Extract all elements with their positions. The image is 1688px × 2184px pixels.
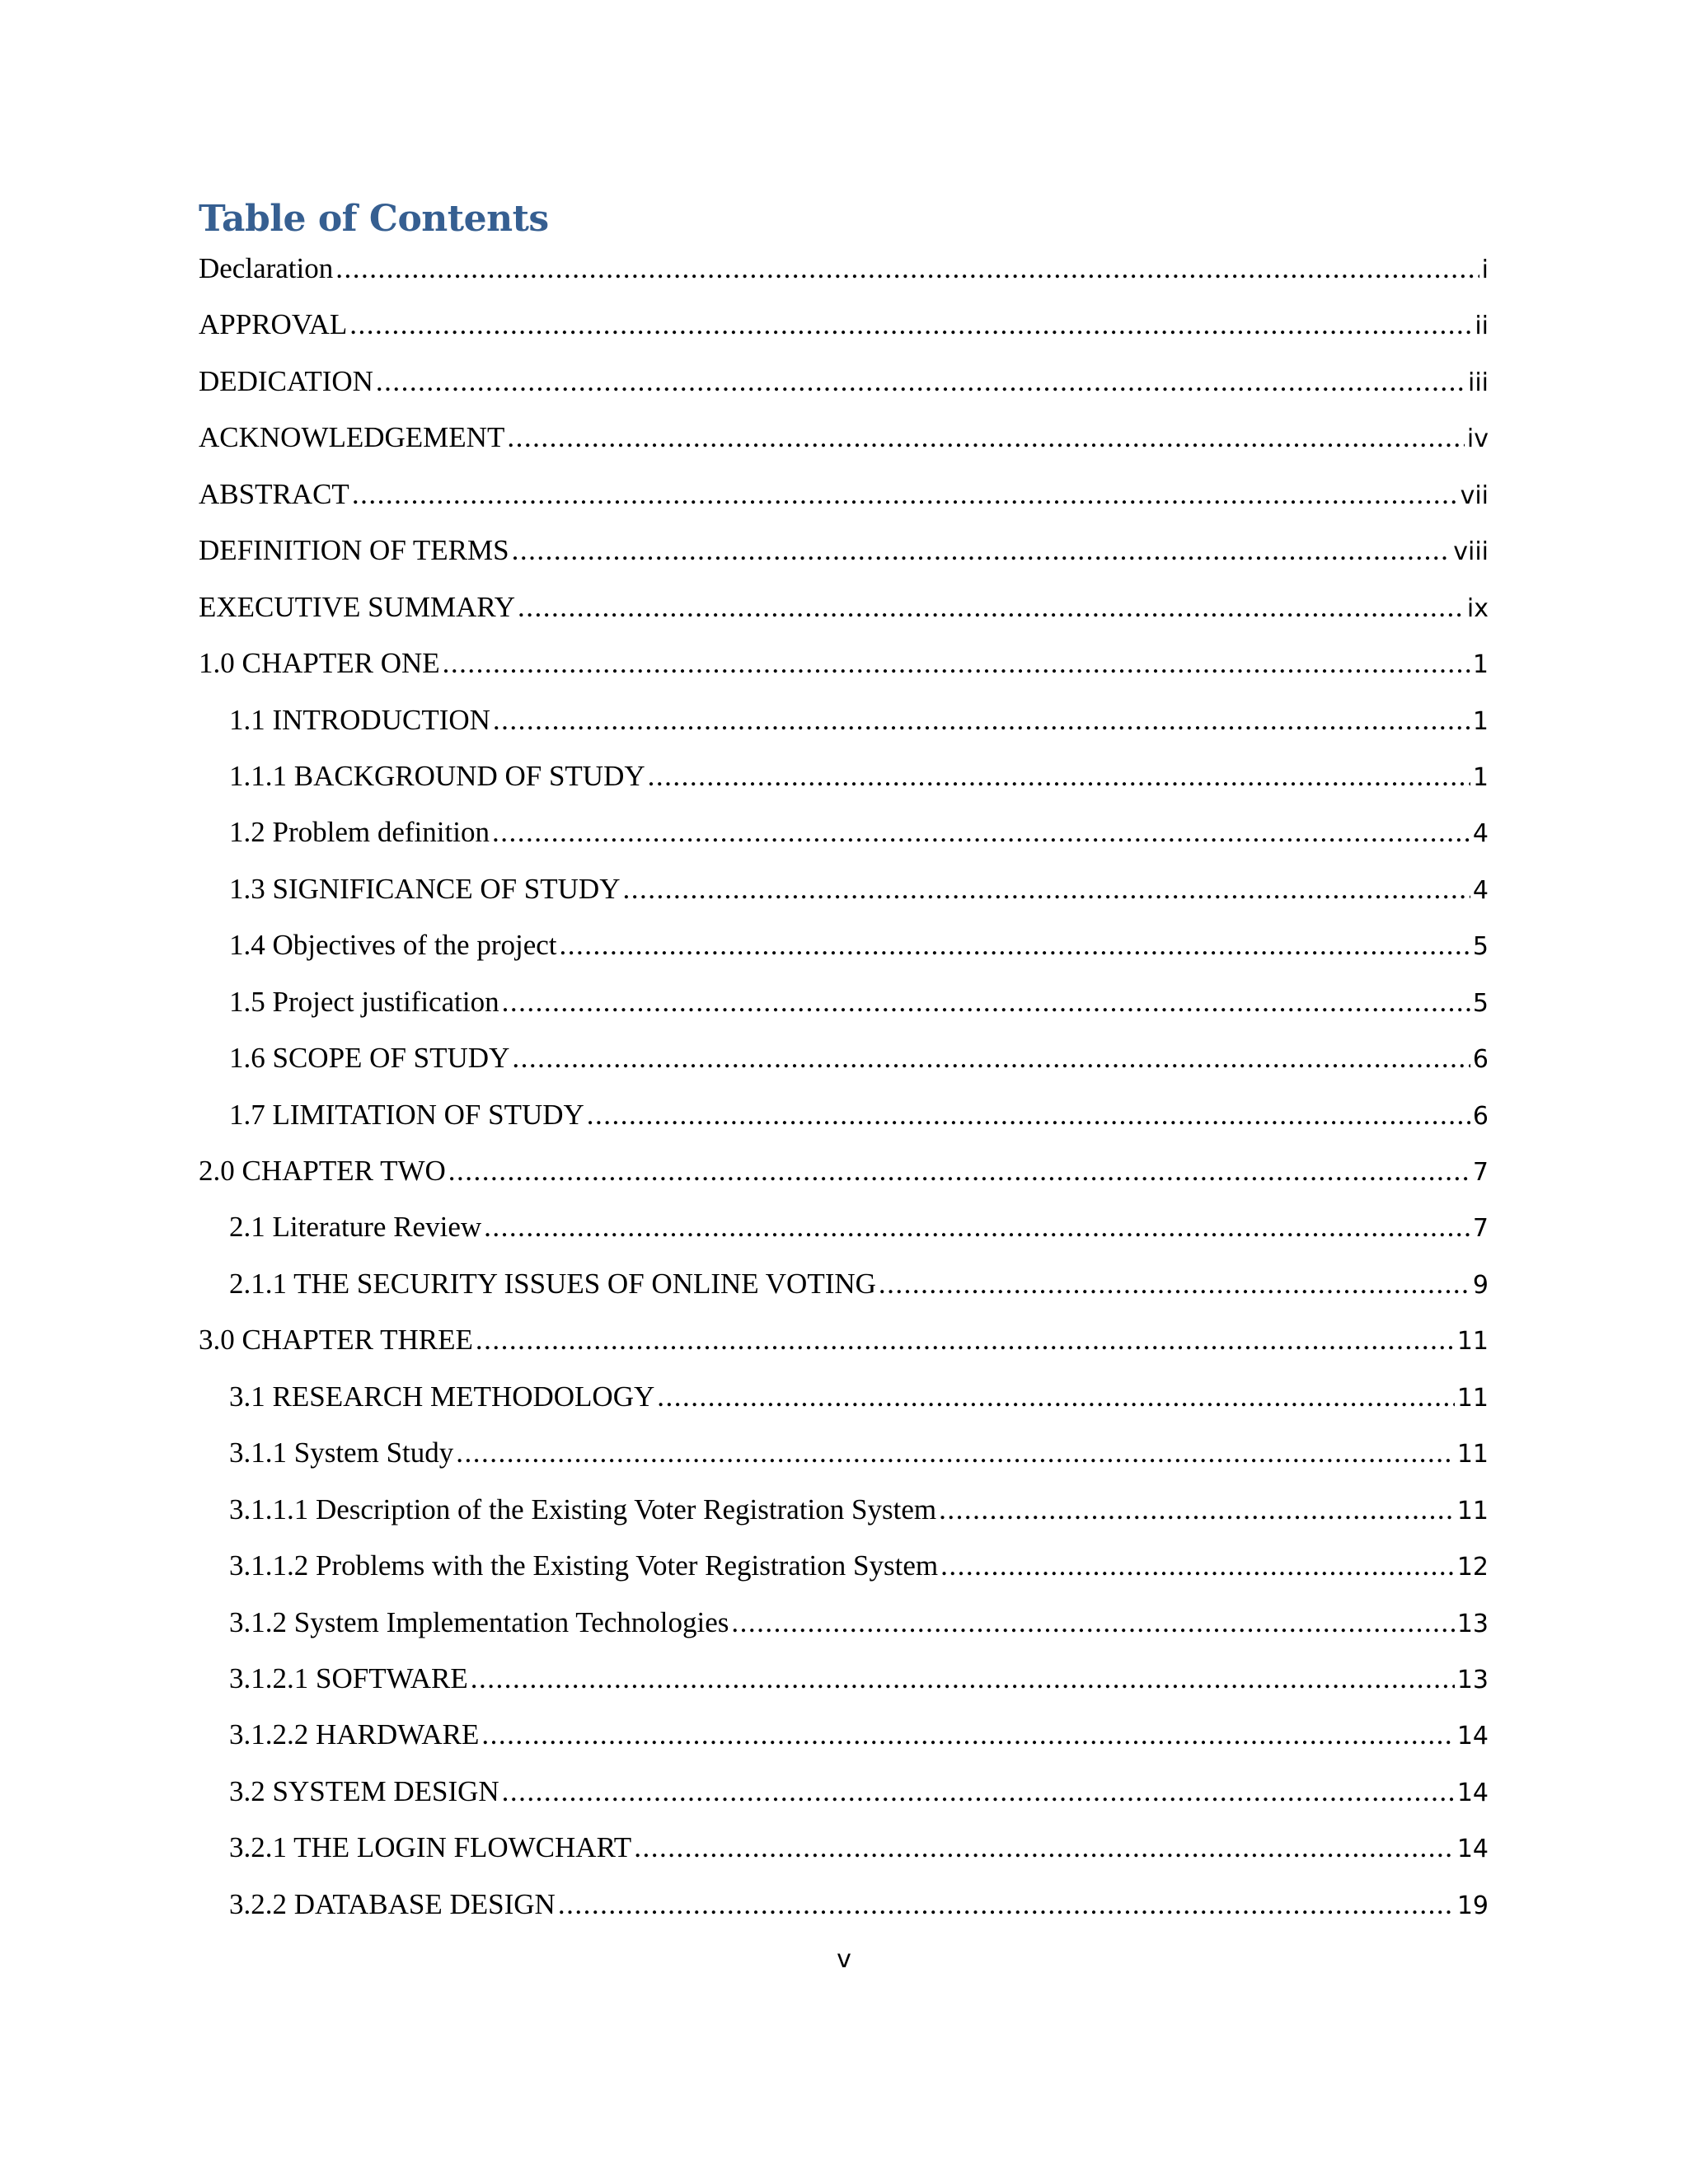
toc-dot-leader: [587, 1099, 1470, 1132]
toc-entry-page: viii: [1453, 537, 1489, 567]
toc-entry-page: 5: [1472, 988, 1489, 1018]
toc-heading: Table of Contents: [199, 198, 549, 240]
toc-dot-leader: [657, 1380, 1455, 1413]
toc-dot-leader: [352, 478, 1458, 511]
toc-entry[interactable]: [199, 473, 1489, 529]
toc-dot-leader: [335, 252, 1479, 285]
toc-dot-leader: [492, 816, 1470, 849]
toc-dot-leader: [507, 421, 1465, 454]
toc-entry[interactable]: [199, 868, 1489, 924]
toc-entry[interactable]: [199, 1883, 1489, 1939]
toc-entry-label: 3.1.1.1 Description of the Existing Voter Registration System: [229, 1493, 937, 1526]
toc-entry-page: 4: [1472, 819, 1489, 849]
toc-entry[interactable]: [199, 1263, 1489, 1319]
toc-dot-leader: [502, 1775, 1455, 1808]
page-number: v: [837, 1945, 851, 1974]
toc-dot-leader: [456, 1436, 1455, 1469]
toc-entry-label: 1.2 Problem definition: [229, 816, 490, 849]
toc-dot-leader: [471, 1662, 1455, 1695]
toc-entry-label: 1.6 SCOPE OF STUDY: [229, 1042, 510, 1075]
toc-entry-page: iv: [1466, 424, 1489, 454]
toc-entry[interactable]: [199, 416, 1489, 472]
toc-entry-page: 19: [1456, 1891, 1489, 1920]
toc-entry[interactable]: [199, 1037, 1489, 1093]
toc-dot-leader: [512, 534, 1451, 567]
toc-entry-label: 2.0 CHAPTER TWO: [199, 1155, 446, 1187]
toc-entry[interactable]: [199, 360, 1489, 416]
toc-entry-page: ix: [1466, 593, 1489, 623]
toc-entry-page: vii: [1460, 480, 1489, 510]
toc-dot-leader: [518, 591, 1465, 624]
toc-entry[interactable]: [199, 811, 1489, 867]
toc-dot-leader: [879, 1268, 1470, 1301]
toc-entry-label: ACKNOWLEDGEMENT: [199, 421, 505, 454]
toc-entry-label: 1.1 INTRODUCTION: [229, 703, 490, 736]
toc-entry-page: 14: [1456, 1778, 1489, 1807]
toc-dot-leader: [493, 704, 1470, 737]
toc-entry-page: 11: [1456, 1496, 1489, 1526]
toc-entry-label: 3.1.2.2 HARDWARE: [229, 1718, 480, 1751]
toc-entry[interactable]: [199, 586, 1489, 642]
toc-dot-leader: [939, 1493, 1455, 1526]
toc-dot-leader: [502, 986, 1470, 1019]
toc-entry-page: 7: [1472, 1214, 1489, 1244]
toc-dot-leader: [349, 308, 1472, 341]
toc-entry-label: 3.1.2.1 SOFTWARE: [229, 1661, 468, 1694]
toc-entry-label: 3.2 SYSTEM DESIGN: [229, 1774, 499, 1807]
toc-dot-leader: [448, 1155, 1470, 1188]
toc-entry-page: 11: [1456, 1383, 1489, 1413]
toc-entry-page: 5: [1472, 932, 1489, 962]
toc-dot-leader: [481, 1718, 1454, 1751]
toc-entry-page: 11: [1456, 1440, 1489, 1469]
toc-entry[interactable]: [199, 755, 1489, 811]
toc-entry[interactable]: [199, 1488, 1489, 1544]
toc-dot-leader: [476, 1324, 1455, 1357]
toc-entry-page: i: [1481, 255, 1489, 284]
toc-entry-label: 1.4 Objectives of the project: [229, 929, 557, 962]
toc-entry-page: 14: [1456, 1835, 1489, 1864]
toc-entry-label: APPROVAL: [199, 308, 348, 341]
toc-entry-page: 14: [1456, 1722, 1489, 1751]
toc-entry-label: Declaration: [199, 252, 334, 284]
toc-entry-label: 3.2.2 DATABASE DESIGN: [229, 1887, 556, 1920]
toc-entry-page: 9: [1472, 1270, 1489, 1300]
toc-entry[interactable]: [199, 1206, 1489, 1262]
toc-entry-label: 3.1.2 System Implementation Technologies: [229, 1605, 729, 1638]
toc-entry[interactable]: [199, 303, 1489, 359]
toc-entry-label: 1.1.1 BACKGROUND OF STUDY: [229, 759, 645, 792]
toc-entry-label: 3.1.1.2 Problems with the Existing Voter Registration System: [229, 1549, 939, 1582]
toc-entry[interactable]: [199, 1826, 1489, 1882]
toc-dot-leader: [622, 873, 1470, 906]
toc-entry-label: 2.1.1 THE SECURITY ISSUES OF ONLINE VOTING: [229, 1267, 876, 1300]
toc-entry[interactable]: [199, 529, 1489, 585]
toc-dot-leader: [512, 1042, 1470, 1075]
toc-dot-leader: [443, 647, 1470, 680]
toc-entry[interactable]: [199, 642, 1489, 698]
toc-entry-page: ii: [1475, 312, 1489, 341]
toc-entry[interactable]: [199, 247, 1489, 303]
toc-entry-page: 13: [1456, 1609, 1489, 1638]
toc-entry-label: 2.1 Literature Review: [229, 1211, 482, 1244]
toc-entry-page: 11: [1456, 1327, 1489, 1357]
toc-dot-leader: [560, 929, 1470, 962]
toc-entry[interactable]: [199, 1657, 1489, 1713]
toc-dot-leader: [558, 1888, 1455, 1921]
toc-dot-leader: [731, 1606, 1454, 1639]
toc-dot-leader: [940, 1549, 1455, 1582]
toc-entry-label: 3.1 RESEARCH METHODOLOGY: [229, 1380, 655, 1413]
toc-entry[interactable]: [199, 699, 1489, 755]
toc-entry[interactable]: [199, 1601, 1489, 1657]
toc-entry[interactable]: [199, 1713, 1489, 1769]
toc-entry-page: 13: [1456, 1665, 1489, 1694]
toc-entry-label: DEFINITION OF TERMS: [199, 534, 509, 567]
toc-entry-page: 6: [1472, 1045, 1489, 1075]
toc-entry[interactable]: [199, 924, 1489, 980]
toc-dot-leader: [648, 760, 1470, 793]
toc-entry[interactable]: [199, 1376, 1489, 1432]
toc-entry[interactable]: [199, 1319, 1489, 1375]
toc-entry-label: 1.3 SIGNIFICANCE OF STUDY: [229, 872, 621, 905]
toc-entry-label: 1.0 CHAPTER ONE: [199, 647, 440, 680]
toc-entry-label: DEDICATION: [199, 364, 373, 397]
toc-entry[interactable]: [199, 1544, 1489, 1601]
toc-entry[interactable]: [199, 1432, 1489, 1488]
toc-entry-page: 6: [1472, 1101, 1489, 1131]
toc-entry-page: 7: [1472, 1158, 1489, 1187]
toc-entry[interactable]: [199, 981, 1489, 1037]
toc-entry-label: 3.0 CHAPTER THREE: [199, 1324, 473, 1357]
toc-entry-page: 1: [1472, 762, 1489, 792]
toc-entry-page: 1: [1472, 650, 1489, 680]
toc-list: [199, 247, 1489, 1939]
toc-entry-label: 1.7 LIMITATION OF STUDY: [229, 1098, 584, 1131]
toc-entry-page: 12: [1456, 1553, 1489, 1582]
toc-entry-page: iii: [1467, 368, 1489, 397]
toc-entry-page: 4: [1472, 875, 1489, 905]
toc-dot-leader: [634, 1831, 1455, 1864]
toc-entry-label: 3.1.1 System Study: [229, 1436, 454, 1469]
toc-entry[interactable]: [199, 1094, 1489, 1150]
toc-entry-label: 1.5 Project justification: [229, 985, 499, 1018]
toc-dot-leader: [376, 365, 1465, 398]
toc-dot-leader: [484, 1211, 1470, 1244]
toc-entry-label: 3.2.1 THE LOGIN FLOWCHART: [229, 1831, 632, 1864]
toc-entry[interactable]: [199, 1150, 1489, 1206]
toc-entry-label: EXECUTIVE SUMMARY: [199, 590, 516, 623]
toc-entry-page: 1: [1472, 706, 1489, 736]
toc-entry[interactable]: [199, 1770, 1489, 1826]
toc-entry-label: ABSTRACT: [199, 477, 349, 510]
